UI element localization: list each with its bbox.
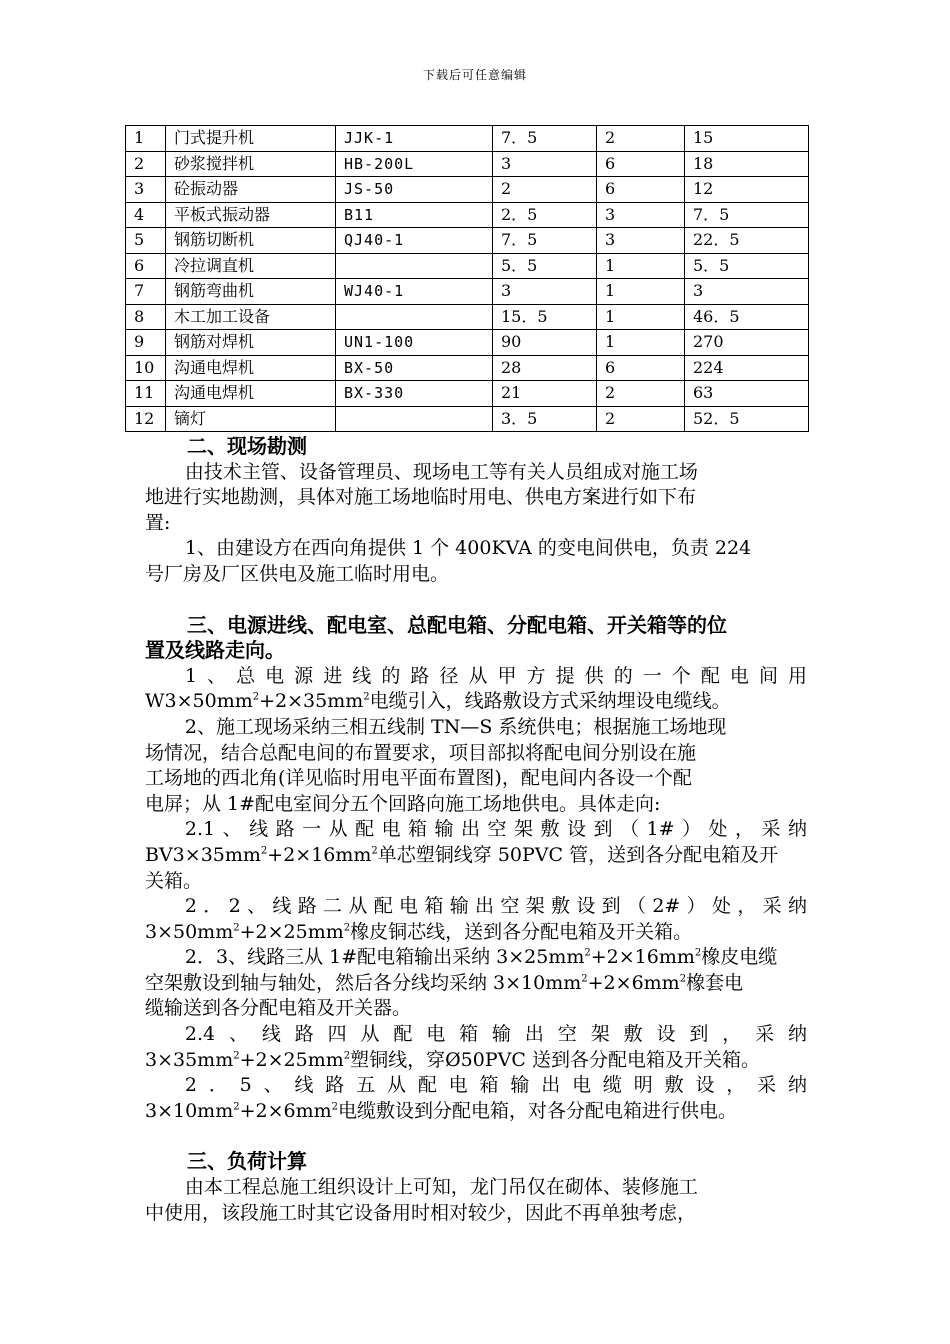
cell-total-kw: 52．5 [685, 406, 809, 432]
table-row [126, 304, 809, 330]
cell-power-kw: 15．5 [493, 304, 597, 330]
paragraph-line: 关箱。 [145, 869, 203, 892]
cell-equipment-name: 沟通电焊机 [166, 381, 336, 407]
cell-quantity: 2 [597, 406, 685, 432]
table-row [126, 202, 809, 228]
cell-row-number: 4 [126, 202, 166, 228]
table-row [126, 279, 809, 305]
cell-row-number: 11 [126, 381, 166, 407]
paragraph-line: 2．5、线路五从配电箱输出电缆明敷设，采纳 [184, 1074, 807, 1097]
cell-model: JJK-1 [336, 126, 493, 152]
cell-row-number: 2 [126, 151, 166, 177]
cell-total-kw: 63 [685, 381, 809, 407]
paragraph-line: 2.4、线路四从配电箱输出空架敷设到，采纳 [184, 1023, 807, 1046]
cell-model: B11 [336, 202, 493, 228]
paragraph-line: $W3\times 50mm^2+2\times 35mm^2$电缆引入，线路敷设方式采纳埋设电缆线。 [145, 690, 731, 713]
cell-model: HB-200L [336, 151, 493, 177]
cell-model: QJ40-1 [336, 228, 493, 254]
cell-equipment-name: 砂浆搅拌机 [166, 151, 336, 177]
paragraph-line: 空架敷设到轴与轴处，然后各分线均采纳 $3\times 10mm^2+2\times 6mm^2$橡套电 [145, 971, 744, 994]
table-row [126, 126, 809, 152]
paragraph-line: 地进行实地勘测，具体对施工场地临时用电、供电方案进行如下布 [145, 486, 697, 509]
paragraph-line: 由技术主管、设备管理员、现场电工等有关人员组成对施工场 [184, 460, 698, 483]
document-body [145, 434, 807, 1226]
cell-power-kw: 28 [493, 355, 597, 381]
cell-model [336, 253, 493, 279]
paragraph-line: 中使用，该段施工时其它设备用时相对较少，因此不再单独考虑， [145, 1201, 697, 1224]
cell-model: WJ40-1 [336, 279, 493, 305]
cell-total-kw: 12 [685, 177, 809, 203]
cell-model: BX-330 [336, 381, 493, 407]
cell-quantity: 3 [597, 202, 685, 228]
cell-quantity: 6 [597, 177, 685, 203]
paragraph-line: 2．2、线路二从配电箱输出空架敷设到（2#）处，采纳 [184, 895, 807, 918]
cell-model: BX-50 [336, 355, 493, 381]
cell-power-kw: 90 [493, 330, 597, 356]
cell-quantity: 6 [597, 355, 685, 381]
cell-total-kw: 3 [685, 279, 809, 305]
cell-total-kw: 7．5 [685, 202, 809, 228]
cell-total-kw: 18 [685, 151, 809, 177]
cell-total-kw: 5．5 [685, 253, 809, 279]
paragraph-line: 电屏；从 1#配电室间分五个回路向施工场地供电。具体走向: [145, 792, 661, 815]
cell-quantity: 2 [597, 126, 685, 152]
paragraph-line: 号厂房及厂区供电及施工临时用电。 [145, 562, 450, 585]
cell-row-number: 3 [126, 177, 166, 203]
cell-equipment-name: 钢筋对焊机 [166, 330, 336, 356]
cell-row-number: 7 [126, 279, 166, 305]
cell-total-kw: 224 [685, 355, 809, 381]
cell-quantity: 2 [597, 381, 685, 407]
cell-quantity: 1 [597, 253, 685, 279]
paragraph-line: 1、由建设方在西向角提供 1 个 400KVA 的变电间供电，负责 224 [184, 537, 752, 560]
cell-equipment-name: 沟通电焊机 [166, 355, 336, 381]
cell-model: JS-50 [336, 177, 493, 203]
cell-power-kw: 7．5 [493, 228, 597, 254]
cell-equipment-name: 钢筋切断机 [166, 228, 336, 254]
cell-quantity: 6 [597, 151, 685, 177]
cell-power-kw: 3 [493, 151, 597, 177]
cell-row-number: 10 [126, 355, 166, 381]
table-row [126, 381, 809, 407]
cell-model: UN1-100 [336, 330, 493, 356]
paragraph-line: 2.1、线路一从配电箱输出空架敷设到（1#）处，采纳 [184, 818, 807, 841]
cell-power-kw: 21 [493, 381, 597, 407]
paragraph-line: 工场地的西北角(详见临时用电平面布置图)，配电间内各设一个配 [145, 767, 692, 790]
section-title-site-survey: 二、现场勘测 [187, 434, 307, 458]
table-row [126, 177, 809, 203]
cell-total-kw: 270 [685, 330, 809, 356]
section-title-power-lines-cont: 置及线路走向。 [145, 638, 285, 663]
cell-model [336, 304, 493, 330]
table-row [126, 355, 809, 381]
cell-equipment-name: 木工加工设备 [166, 304, 336, 330]
table-row [126, 406, 809, 432]
page-header: 下载后可任意编辑 [422, 68, 527, 82]
paragraph-line: 2、施工现场采纳三相五线制 TN—S 系统供电；根据施工场地现 [184, 715, 727, 738]
table-row [126, 151, 809, 177]
cell-equipment-name: 平板式振动器 [166, 202, 336, 228]
cell-row-number: 9 [126, 330, 166, 356]
cell-row-number: 6 [126, 253, 166, 279]
cell-power-kw: 2．5 [493, 202, 597, 228]
cell-total-kw: 15 [685, 126, 809, 152]
cell-equipment-name: 门式提升机 [166, 126, 336, 152]
cell-power-kw: 3 [493, 279, 597, 305]
table-row [126, 253, 809, 279]
cell-row-number: 8 [126, 304, 166, 330]
cell-total-kw: 46．5 [685, 304, 809, 330]
cell-quantity: 1 [597, 304, 685, 330]
cell-power-kw: 3．5 [493, 406, 597, 432]
cell-power-kw: 2 [493, 177, 597, 203]
cell-row-number: 5 [126, 228, 166, 254]
cell-total-kw: 22．5 [685, 228, 809, 254]
cell-equipment-name: 镝灯 [166, 406, 336, 432]
cell-model [336, 406, 493, 432]
cell-quantity: 1 [597, 279, 685, 305]
cell-row-number: 12 [126, 406, 166, 432]
paragraph-line: $3\times 50mm^2+2\times 25mm^2$橡皮铜芯线，送到各分配电箱及开关箱。 [145, 920, 693, 943]
paragraph-line: $3\times 10mm^2+2\times 6mm^2$电缆敷设到分配电箱，对各分配电箱进行供电。 [145, 1099, 738, 1122]
section-title-power-lines: 三、电源进线、配电室、总配电箱、分配电箱、开关箱等的位 [187, 612, 727, 637]
cell-equipment-name: 砼振动器 [166, 177, 336, 203]
paragraph-line: 2．3、线路三从 1#配电箱输出采纳 $3\times 25mm^2+2\times 16mm^2$橡皮电缆 [184, 946, 778, 969]
paragraph-line: 由本工程总施工组织设计上可知，龙门吊仅在砌体、装修施工 [184, 1176, 698, 1199]
cell-power-kw: 5．5 [493, 253, 597, 279]
section-title-load-calc: 三、负荷计算 [187, 1149, 307, 1174]
cell-equipment-name: 钢筋弯曲机 [166, 279, 336, 305]
cell-power-kw: 7．5 [493, 126, 597, 152]
paragraph-line: $3\times 35mm^2+2\times 25mm^2$塑铜线，穿Ø50PVC 送到各分配电箱及开关箱。 [145, 1048, 760, 1071]
paragraph-line: $BV3\times 35mm^2+2\times 16mm^2$单芯塑铜线穿 50PVC 管，送到各分配电箱及开 [145, 843, 779, 866]
cell-row-number: 1 [126, 126, 166, 152]
equipment-table [125, 125, 809, 432]
paragraph-line: 场情况，结合总配电间的布置要求，项目部拟将配电间分别设在施 [145, 741, 697, 764]
paragraph-line: 置: [145, 511, 171, 534]
paragraph-line: 缆输送到各分配电箱及开关器。 [145, 997, 412, 1020]
table-row [126, 228, 809, 254]
paragraph-line: 1、总电源进线的路径从甲方提供的一个配电间用 [184, 664, 807, 687]
cell-quantity: 1 [597, 330, 685, 356]
table-row [126, 330, 809, 356]
cell-quantity: 3 [597, 228, 685, 254]
cell-equipment-name: 冷拉调直机 [166, 253, 336, 279]
